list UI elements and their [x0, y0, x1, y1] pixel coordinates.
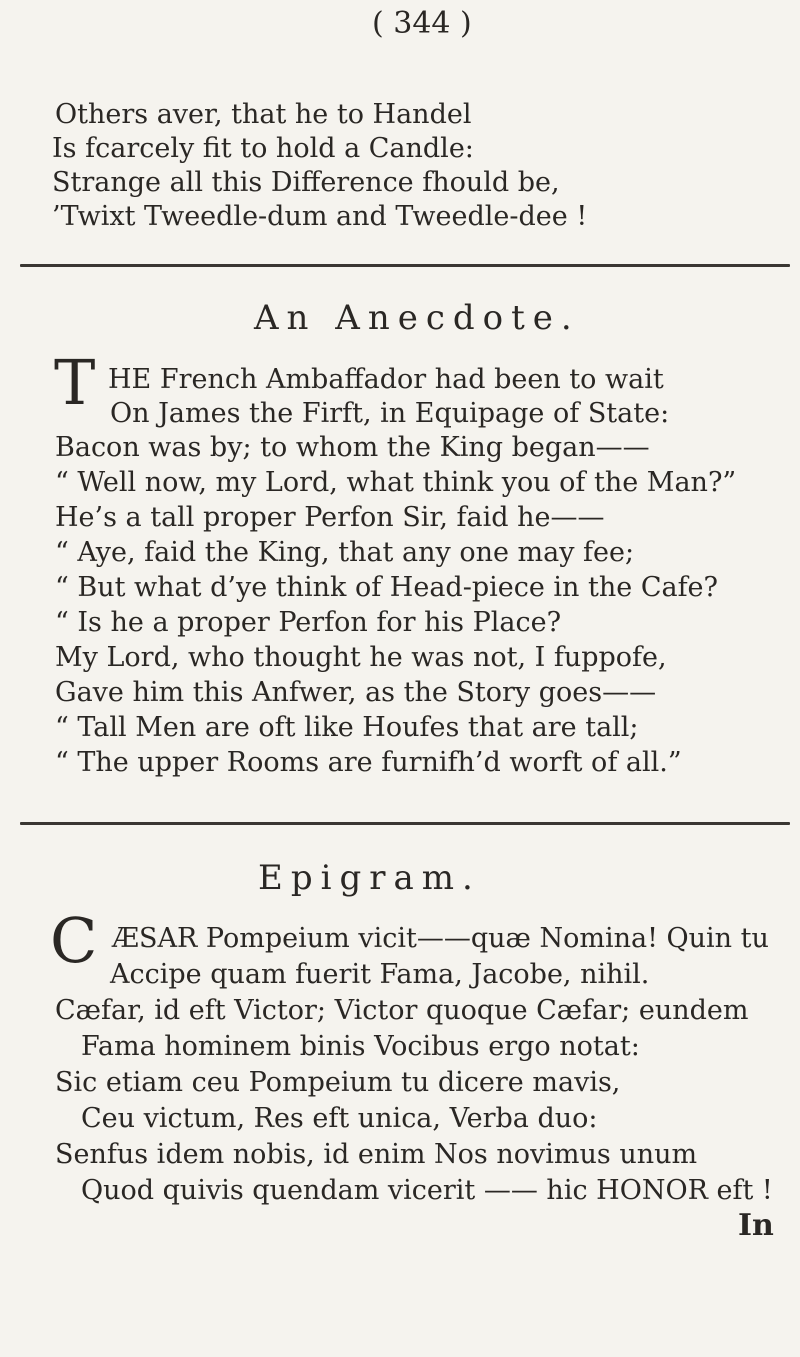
anecdote-line: He’s a tall proper Perfon Sir, faid he—— — [55, 502, 605, 533]
verse-line: Others aver, that he to Handel — [55, 99, 472, 130]
page-number: ( 344 ) — [372, 6, 472, 41]
anecdote-heading: An Anecdote. — [254, 298, 580, 338]
anecdote-line: HE French Ambaffador had been to wait — [108, 364, 664, 395]
epigram-line: Quod quivis quendam vicerit —— hic HONOR eft ! — [81, 1175, 773, 1206]
anecdote-line: “ The upper Rooms are furnifh’d worft of all.” — [55, 747, 682, 778]
epigram-heading: Epigram. — [258, 858, 481, 898]
verse-line: ’Twixt Tweedle-dum and Tweedle-dee ! — [52, 201, 588, 232]
epigram-line: Ceu victum, Res eft unica, Verba duo: — [81, 1103, 598, 1134]
section-divider — [20, 822, 790, 825]
verse-line: Strange all this Difference fhould be, — [52, 167, 560, 198]
anecdote-dropcap: T — [54, 346, 96, 419]
epigram-line: Cæfar, id eft Victor; Victor quoque Cæfar; eundem — [55, 995, 749, 1026]
section-divider — [20, 264, 790, 267]
epigram-line: Sic etiam ceu Pompeium tu dicere mavis, — [55, 1067, 621, 1098]
anecdote-line: Bacon was by; to whom the King began—— — [55, 432, 650, 463]
epigram-line: Accipe quam fuerit Fama, Jacobe, nihil. — [110, 959, 650, 990]
epigram-line: Fama hominem binis Vocibus ergo notat: — [81, 1031, 640, 1062]
anecdote-line: Gave him this Anfwer, as the Story goes—— — [55, 677, 657, 708]
epigram-line: ÆSAR Pompeium vicit——quæ Nomina! Quin tu — [112, 923, 769, 954]
anecdote-line: On James the Firft, in Equipage of State: — [110, 398, 670, 429]
anecdote-line: “ Is he a proper Perfon for his Place? — [55, 607, 562, 638]
verse-line: Is fcarcely fit to hold a Candle: — [52, 133, 474, 164]
anecdote-line: “ Aye, faid the King, that any one may fee; — [55, 537, 635, 568]
anecdote-line: “ But what d’ye think of Head-piece in the Cafe? — [55, 572, 719, 603]
anecdote-line: “ Tall Men are oft like Houfes that are tall; — [55, 712, 639, 743]
anecdote-line: “ Well now, my Lord, what think you of the Man?” — [55, 467, 737, 498]
epigram-line: Senfus idem nobis, id enim Nos novimus unum — [55, 1139, 698, 1170]
catchword: In — [738, 1208, 774, 1243]
anecdote-line: My Lord, who thought he was not, I fuppofe, — [55, 642, 667, 673]
epigram-dropcap: C — [50, 904, 98, 977]
